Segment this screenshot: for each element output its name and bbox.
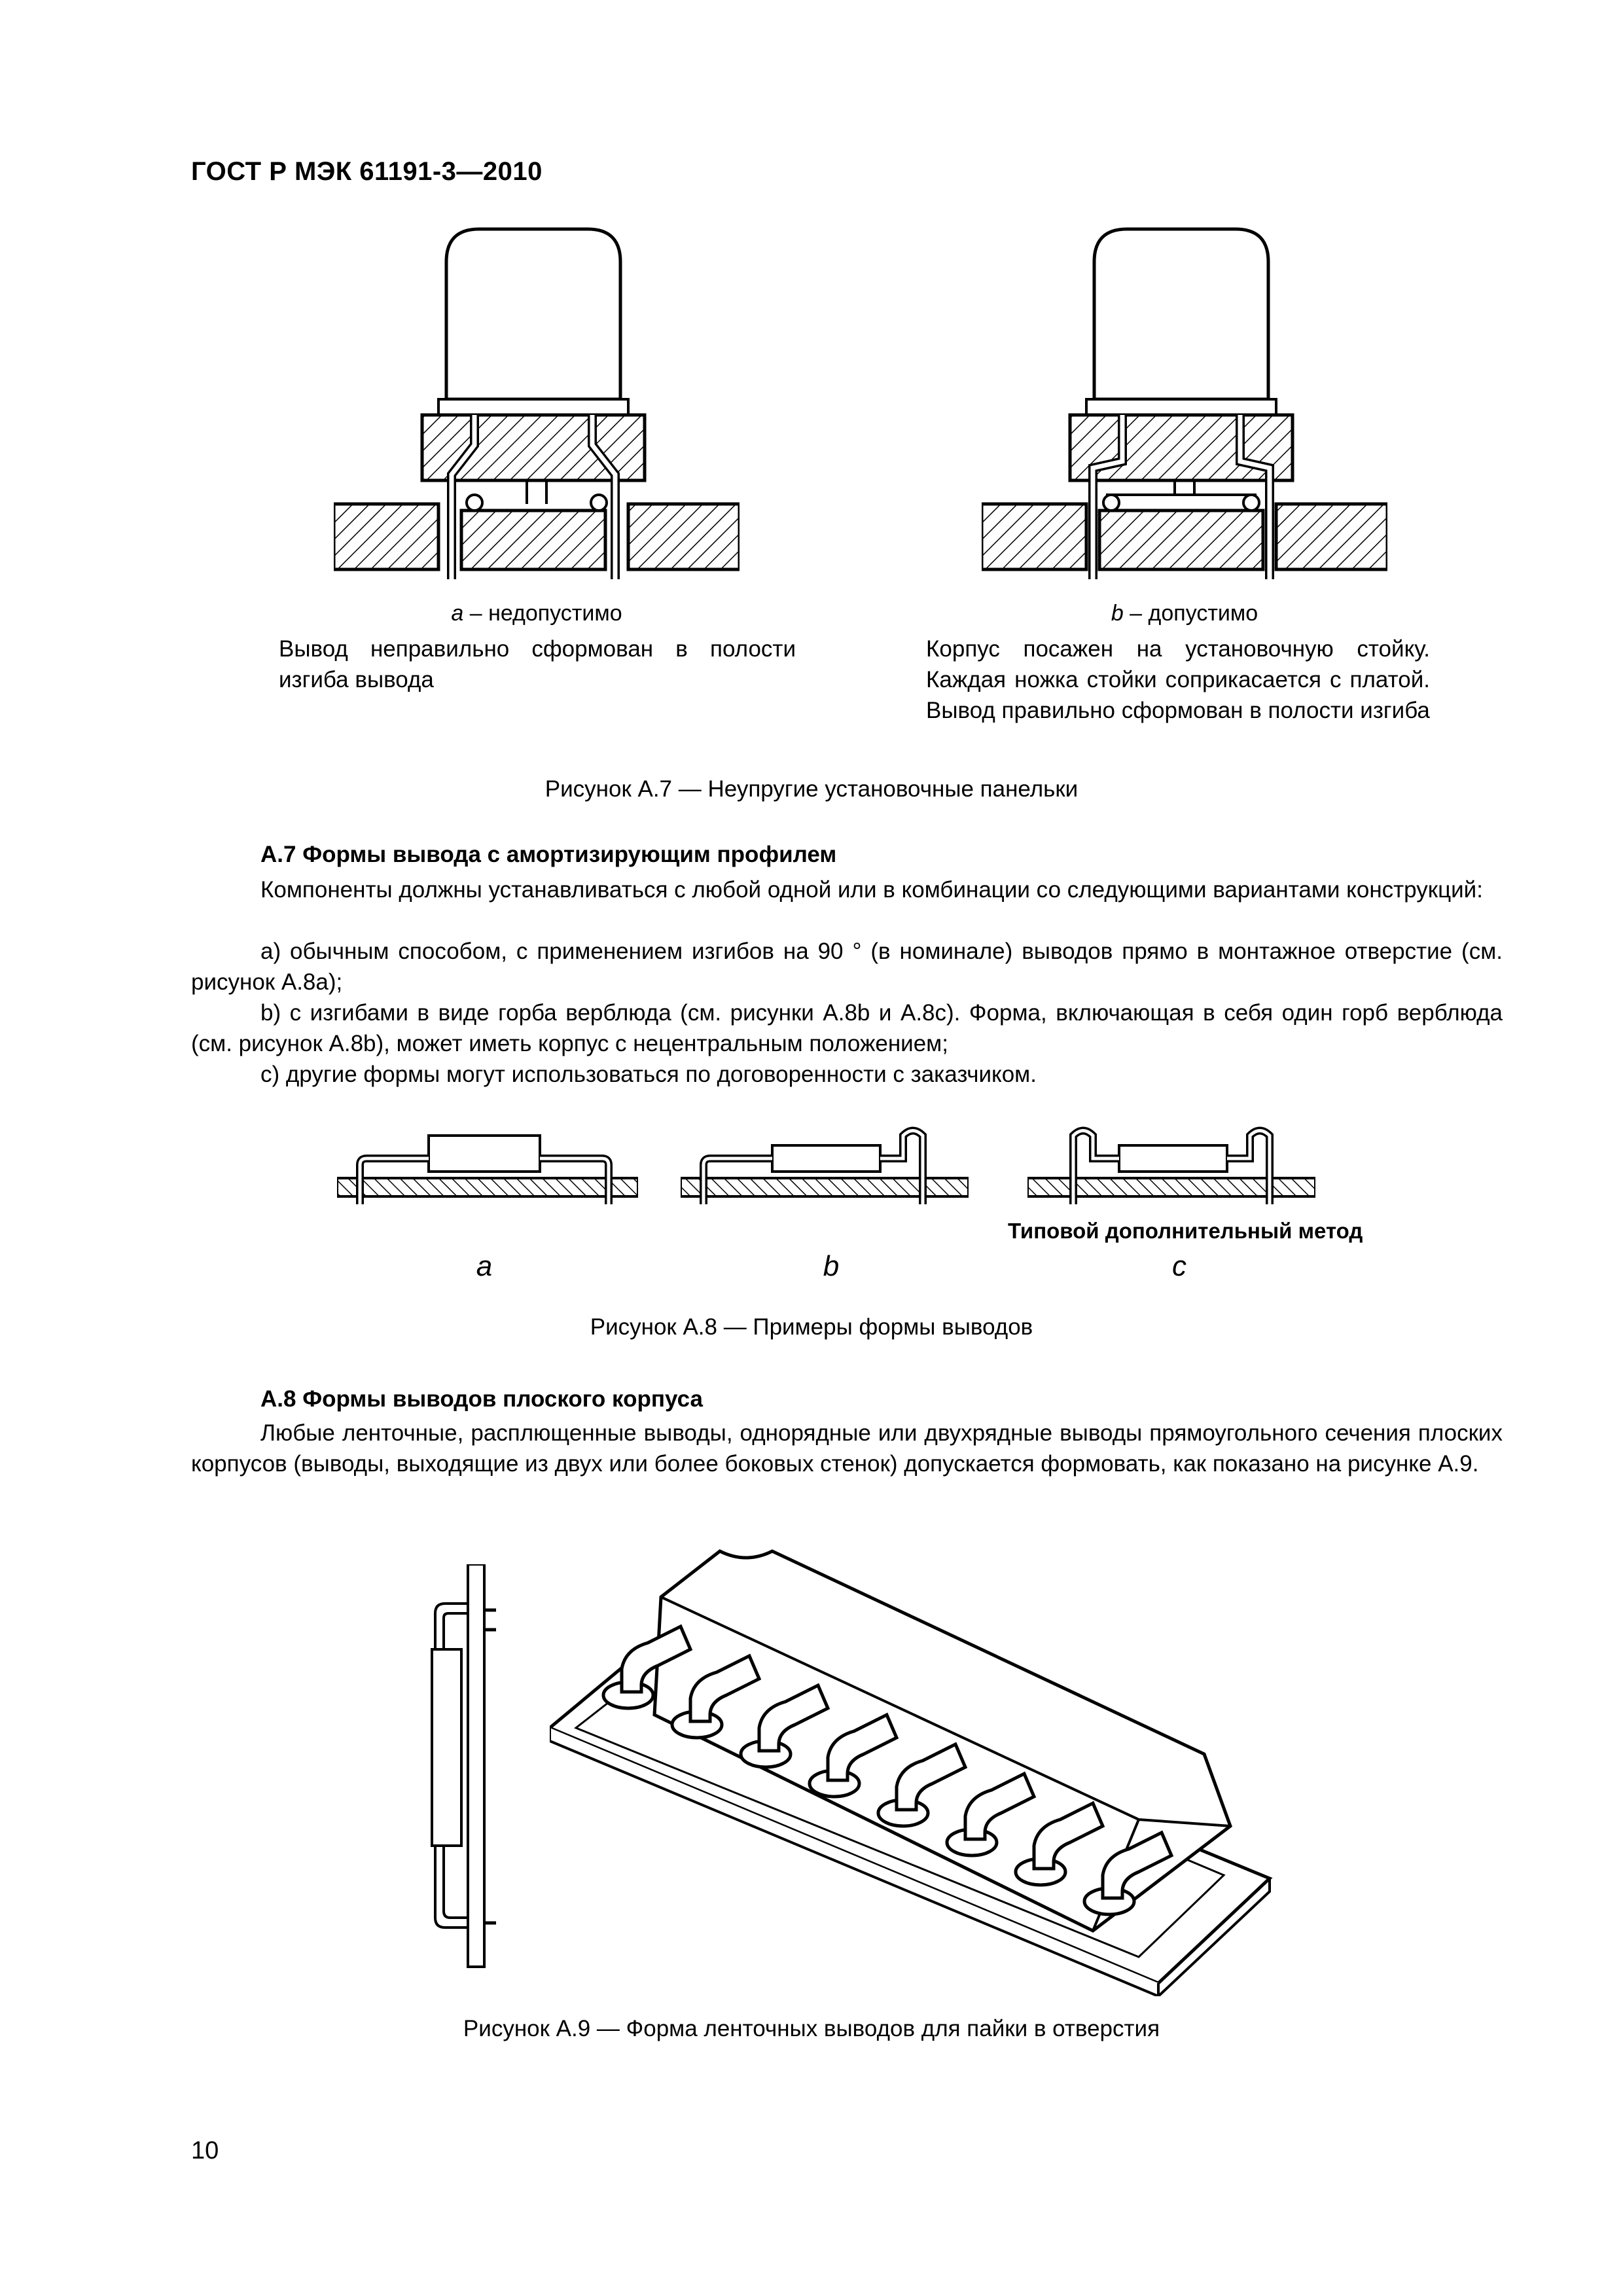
section-a7-item-a: a) обычным способом, с применением изгибов на 90 ° (в номинале) выводов прямо в монтажное отверстие (см. рисунок А.8а);	[191, 939, 1503, 995]
figure-a8b-drawing	[681, 1122, 969, 1208]
figure-a7a-caption: Вывод неправильно сформован в полости изгиба вывода	[279, 636, 796, 692]
figure-a9-isometric	[550, 1538, 1296, 1996]
section-a7-title: А.7 Формы вывода с амортизирующим профилем	[260, 842, 837, 867]
figure-a7-caption: Рисунок А.7 — Неупругие установочные панельки	[544, 776, 1079, 802]
figure-a8c-note: Типовой дополнительный метод	[1008, 1219, 1363, 1243]
figure-a7a-drawing	[334, 223, 740, 589]
section-a7-item-b: b) с изгибами в виде горба верблюда (см. рисунки А.8b и А.8c). Форма, включающая в себя один горб верблюда (см. рисунок А.8b), может иметь корпус с нецентральным положением;	[191, 1000, 1503, 1056]
section-a8-title: А.8 Формы выводов плоского корпуса	[260, 1386, 703, 1412]
figure-a8-letter-b: b	[823, 1250, 840, 1282]
figure-a9-side-view	[419, 1564, 510, 1970]
figure-a8-letter-c: c	[1172, 1250, 1186, 1282]
document-header: ГОСТ Р МЭК 61191-3—2010	[191, 157, 543, 186]
figure-a8a-drawing	[337, 1129, 638, 1208]
section-a7-item-c: c) другие формы могут использоваться по договоренности с заказчиком.	[260, 1062, 1037, 1087]
figure-a8c-drawing	[1027, 1122, 1315, 1208]
section-a7-intro: Компоненты должны устанавливаться с любой одной или в комбинации со следующими вариантами конструкций:	[260, 877, 1483, 903]
figure-a7a-label: a – недопустимо	[451, 601, 622, 626]
figure-a7b-drawing	[982, 223, 1387, 589]
figure-a7b-label: b – допустимо	[1111, 601, 1258, 626]
section-a8-text: Любые ленточные, расплющенные выводы, однорядные или двухрядные выводы прямоугольного сечения плоских корпусов (выводы, выходящие из двух или более боковых стенок) допускается формовать, как показано на рисунке А.9.	[191, 1420, 1503, 1477]
figure-a8-caption: Рисунок А.8 — Примеры формы выводов	[590, 1314, 1033, 1340]
figure-a9-caption: Рисунок А.9 — Форма ленточных выводов для пайки в отверстия	[463, 2016, 1160, 2041]
figure-a8-letter-a: a	[476, 1250, 493, 1282]
page-number: 10	[191, 2137, 219, 2164]
figure-a7b-caption: Корпус посажен на установочную стойку. Каждая ножка стойки соприкасается с платой. Вывод правильно сформован в полости изгиба	[926, 636, 1430, 723]
